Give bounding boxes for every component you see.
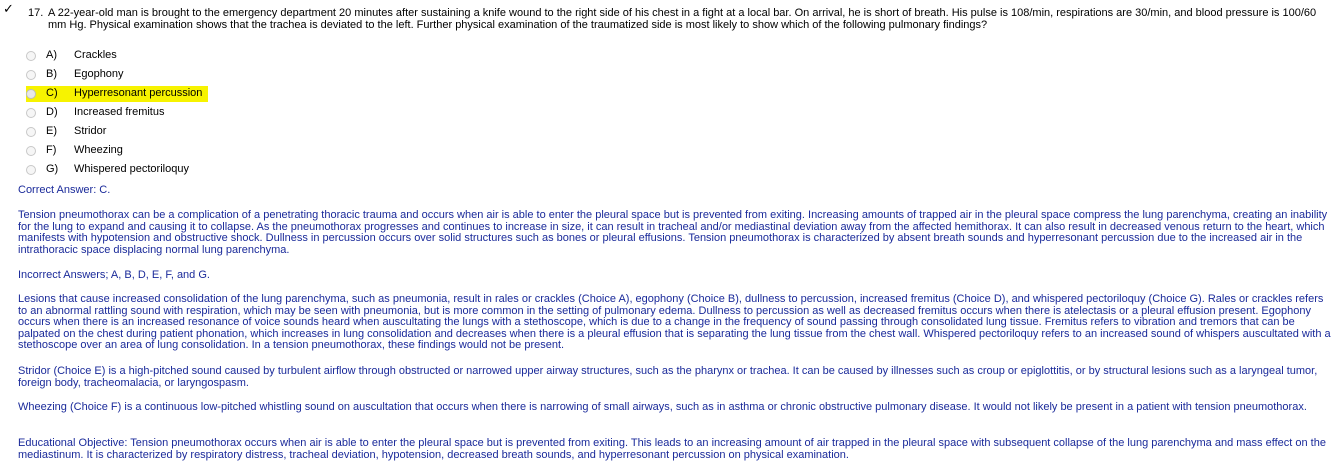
option-letter: C) [46, 87, 58, 100]
educational-objective-paragraph: Educational Objective: Tension pneumothorax occurs when air is able to enter the pleural space but is prevented from exiting. This leads to an increasing amount of air trapped in the pleural space with subsequent collapse of the lung parenchyma and mass effect on the mediastinum. It is characterized by respiratory distress, tracheal deviation, hypotension, decreased breath sounds, and hyperresonant percussion on physical examination. [18, 437, 1326, 461]
option-e[interactable] [26, 124, 112, 140]
answered-checkmark-icon: ✓ [3, 2, 14, 17]
option-c[interactable] [26, 86, 208, 102]
option-a[interactable] [26, 48, 123, 64]
option-text: Whispered pectoriloquy [74, 163, 189, 176]
incorrect-answers-heading: Incorrect Answers; A, B, D, E, F, and G. [18, 269, 210, 281]
explanation-lesions-paragraph: Lesions that cause increased consolidation of the lung parenchyma, such as pneumonia, result in rales or crackles (Choice A), egophony (Choice B), dullness to percussion, increased fremitus (Choice D), and whispered pectoriloquy (Choice G). Rales or crackles refers to an abnormal rattling sound with respiration, which may be seen with pneumonia, but is more common in the setting of pulmonary edema. Dullness to percussion as well as decreased fremitus occurs when there is atelectasis or a pleural effusion present. Egophony occurs when there is an increased resonance of voice sounds heard when auscultating the lungs with a stethoscope, which is due to a change in the frequency of sound passing through consolidated lung tissue. Fremitus refers to vibration and tremors that can be palpated on the chest during patient phonation, which increases in lung consolidation and decreases when there is a pleural effusion that is separating the lung tissue from the chest wall. Whispered pectoriloquy refers to an increased sound of whispers auscultated with a stethoscope over an area of lung consolidation. In a tension pneumothorax, these findings would not be present. [18, 293, 1331, 351]
radio-button-icon[interactable] [26, 51, 36, 61]
option-letter: E) [46, 125, 57, 138]
radio-button-icon[interactable] [26, 89, 36, 99]
option-letter: F) [46, 144, 57, 157]
radio-button-icon[interactable] [26, 146, 36, 156]
option-letter: D) [46, 106, 58, 119]
question-stem: A 22-year-old man is brought to the emergency department 20 minutes after sustaining a knife wound to the right side of his chest in a fight at a local bar. On arrival, he is short of breath. His pulse is 108/min, respirations are 30/min, and blood pressure is 100/60 mm Hg. Physical examination shows that the trachea is deviated to the left. Further physical examination of the traumatized side is most likely to show which of the following pulmonary findings? [48, 7, 1317, 31]
question-number: 17. [28, 7, 44, 19]
radio-button-icon[interactable] [26, 70, 36, 80]
option-letter: A) [46, 49, 57, 62]
option-text: Hyperresonant percussion [74, 87, 203, 100]
option-b[interactable] [26, 67, 130, 83]
explanation-wheezing-paragraph: Wheezing (Choice F) is a continuous low-pitched whistling sound on auscultation that occurs when there is narrowing of small airways, such as in asthma or chronic obstructive pulmonary disease. It would not likely be present in a patient with tension pneumothorax. [18, 401, 1307, 413]
radio-button-icon[interactable] [26, 108, 36, 118]
option-text: Wheezing [74, 144, 123, 157]
radio-button-icon[interactable] [26, 165, 36, 175]
option-letter: B) [46, 68, 57, 81]
option-g[interactable] [26, 162, 195, 178]
explanation-stridor-paragraph: Stridor (Choice E) is a high-pitched sound caused by turbulent airflow through obstructed or narrowed upper airway structures, such as the pharynx or trachea. It can be caused by illnesses such as croup or epiglottitis, or by structural lesions such as a laryngeal tumor, foreign body, tracheomalacia, or laryngospasm. [18, 365, 1318, 389]
radio-button-icon[interactable] [26, 127, 36, 137]
explanation-tension-paragraph: Tension pneumothorax can be a complication of a penetrating thoracic trauma and occurs when air is able to enter the pleural space but is prevented from exiting. Increasing amounts of trapped air in the pleural space compress the lung parenchyma, creating an inability for the lung to expand and causing it to collapse. As the pneumothorax progresses and continues to increase in size, it can result in tracheal and/or mediastinal deviation away from the affected hemithorax. It can also result in decreased venous return to the heart, which manifests with hypotension and obstructive shock. Dullness in percussion occurs over solid structures such as bones or pleural effusions. Tension pneumothorax is characterized by absent breath sounds and hyperresonant percussion due to the increased air in the intrathoracic space displacing normal lung parenchyma. [18, 209, 1328, 256]
answer-options [26, 48, 426, 181]
option-d[interactable] [26, 105, 170, 121]
option-text: Egophony [74, 68, 124, 81]
option-f[interactable] [26, 143, 129, 159]
correct-answer-label: Correct Answer: C. [18, 184, 111, 196]
option-text: Stridor [74, 125, 107, 138]
option-letter: G) [46, 163, 59, 176]
option-text: Crackles [74, 49, 117, 62]
option-text: Increased fremitus [74, 106, 165, 119]
